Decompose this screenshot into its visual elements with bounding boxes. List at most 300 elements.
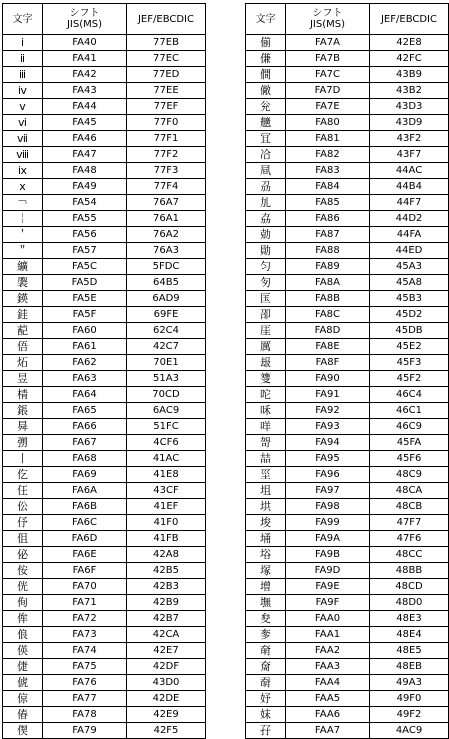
table-row: [3, 163, 206, 179]
char-cell: 勀: [246, 227, 286, 243]
sjis-code-cell: FA54: [43, 195, 127, 211]
table-row: [246, 115, 449, 131]
char-cell: ＇: [3, 227, 43, 243]
sjis-code-cell: FA89: [286, 259, 370, 275]
table-row: [246, 147, 449, 163]
table-row: [3, 99, 206, 115]
char-cell: 厓: [246, 323, 286, 339]
sjis-code-cell: FA5E: [43, 291, 127, 307]
char-cell: 俉: [3, 339, 43, 355]
jef-code-cell: 69FE: [127, 307, 206, 323]
table-row: [3, 643, 206, 659]
sjis-code-cell: FA94: [286, 435, 370, 451]
jef-code-cell: 42A8: [127, 547, 206, 563]
char-cell: 俿: [3, 675, 43, 691]
table-row: [246, 627, 449, 643]
jef-code-cell: 62C4: [127, 323, 206, 339]
jef-code-cell: 45F3: [370, 355, 449, 371]
table-row: [3, 355, 206, 371]
sjis-code-cell: FA44: [43, 99, 127, 115]
sjis-code-cell: FA95: [286, 451, 370, 467]
table-row: [246, 83, 449, 99]
char-cell: 侚: [3, 595, 43, 611]
table-row: [3, 451, 206, 467]
sjis-code-cell: FA48: [43, 163, 127, 179]
table-row: [3, 547, 206, 563]
char-cell: ⅱ: [3, 51, 43, 67]
jef-code-cell: 5FDC: [127, 259, 206, 275]
char-cell: 偆: [3, 707, 43, 723]
char-cell: 偂: [246, 35, 286, 51]
sjis-code-cell: FAA7: [286, 723, 370, 739]
sjis-code-cell: FA88: [286, 243, 370, 259]
char-cell: 妺: [246, 707, 286, 723]
table-row: [246, 371, 449, 387]
jef-code-cell: 42E9: [127, 707, 206, 723]
table-row: [246, 435, 449, 451]
char-cell: 劜: [246, 195, 286, 211]
table-row: [246, 211, 449, 227]
table-row: [3, 723, 206, 739]
char-cell: 侔: [3, 611, 43, 627]
char-cell: 仡: [3, 467, 43, 483]
char-cell: 垬: [246, 499, 286, 515]
jef-code-cell: 43F2: [370, 131, 449, 147]
char-cell: ⅲ: [3, 67, 43, 83]
jef-code-cell: 51FC: [127, 419, 206, 435]
jef-code-cell: 48D0: [370, 595, 449, 611]
char-cell: 僴: [246, 67, 286, 83]
char-cell: 哿: [246, 435, 286, 451]
char-cell: 咩: [246, 419, 286, 435]
jef-code-cell: 43B2: [370, 83, 449, 99]
jef-code-cell: 77EB: [127, 35, 206, 51]
char-cell: 昱: [3, 371, 43, 387]
table-row: [246, 579, 449, 595]
char-cell: 奣: [246, 675, 286, 691]
char-cell: 凬: [246, 163, 286, 179]
sjis-code-cell: FA6F: [43, 563, 127, 579]
table-row: [3, 227, 206, 243]
jef-code-cell: 77F0: [127, 115, 206, 131]
sjis-code-cell: FA7C: [286, 67, 370, 83]
sjis-code-cell: FA5C: [43, 259, 127, 275]
jef-code-cell: 47F6: [370, 531, 449, 547]
sjis-code-cell: FA9B: [286, 547, 370, 563]
table-row: [246, 51, 449, 67]
jef-code-cell: 51A3: [127, 371, 206, 387]
sjis-code-cell: FA66: [43, 419, 127, 435]
table-row: [3, 691, 206, 707]
table-row: [3, 115, 206, 131]
sjis-code-cell: FA6D: [43, 531, 127, 547]
sjis-code-cell: FA97: [286, 483, 370, 499]
char-cell: 埈: [246, 515, 286, 531]
sjis-code-cell: FA75: [43, 659, 127, 675]
table-row: [246, 163, 449, 179]
jef-code-cell: 42B3: [127, 579, 206, 595]
char-cell: 侊: [3, 579, 43, 595]
jef-code-cell: 4AC9: [370, 723, 449, 739]
jef-code-cell: 76A1: [127, 211, 206, 227]
sjis-code-cell: FA9D: [286, 563, 370, 579]
sjis-code-cell: FA99: [286, 515, 370, 531]
jef-code-cell: 48E5: [370, 643, 449, 659]
sjis-code-cell: FA43: [43, 83, 127, 99]
jef-code-cell: 64B5: [127, 275, 206, 291]
char-cell: 倢: [3, 659, 43, 675]
table-row: [246, 323, 449, 339]
table-row: [246, 659, 449, 675]
table-row: [246, 131, 449, 147]
char-cell: ＂: [3, 243, 43, 259]
table-row: [3, 291, 206, 307]
jef-code-cell: 77EC: [127, 51, 206, 67]
sjis-code-cell: FA67: [43, 435, 127, 451]
header-sjis-line1: シフト: [69, 8, 100, 19]
table-body-left: [3, 35, 206, 739]
table-row: [3, 659, 206, 675]
char-cell: ￢: [3, 195, 43, 211]
sjis-code-cell: FA6B: [43, 499, 127, 515]
jef-code-cell: 45D2: [370, 307, 449, 323]
char-cell: 伹: [3, 531, 43, 547]
table-row: [246, 691, 449, 707]
char-cell: ⅷ: [3, 147, 43, 163]
char-cell: 匇: [246, 275, 286, 291]
sjis-code-cell: FA92: [286, 403, 370, 419]
table-row: [246, 179, 449, 195]
sjis-code-cell: FA74: [43, 643, 127, 659]
table-row: [3, 243, 206, 259]
table-row: [3, 51, 206, 67]
table-row: [246, 99, 449, 115]
jef-code-cell: 48E4: [370, 627, 449, 643]
jef-code-cell: 76A7: [127, 195, 206, 211]
sjis-code-cell: FA49: [43, 179, 127, 195]
char-cell: 彅: [3, 435, 43, 451]
jef-code-cell: 48BB: [370, 563, 449, 579]
sjis-code-cell: FA9F: [286, 595, 370, 611]
jef-code-cell: 45DB: [370, 323, 449, 339]
sjis-code-cell: FA6A: [43, 483, 127, 499]
char-cell: ⅰ: [3, 35, 43, 51]
sjis-code-cell: FAA5: [286, 691, 370, 707]
jef-code-cell: 41E8: [127, 467, 206, 483]
char-cell: ⅵ: [3, 115, 43, 131]
table-row: [3, 259, 206, 275]
char-cell: ⅸ: [3, 163, 43, 179]
jef-code-cell: 48E3: [370, 611, 449, 627]
table-row: [246, 339, 449, 355]
jef-code-cell: 77F3: [127, 163, 206, 179]
char-cell: 孖: [246, 723, 286, 739]
char-cell: 奓: [246, 627, 286, 643]
sjis-code-cell: FA46: [43, 131, 127, 147]
char-cell: 炻: [3, 355, 43, 371]
sjis-code-cell: FA87: [286, 227, 370, 243]
table-row: [246, 227, 449, 243]
jef-code-cell: 44FA: [370, 227, 449, 243]
sjis-code-cell: FA79: [43, 723, 127, 739]
table-row: [246, 675, 449, 691]
sjis-code-cell: FA57: [43, 243, 127, 259]
char-cell: 埇: [246, 531, 286, 547]
jef-code-cell: 43CF: [127, 483, 206, 499]
jef-code-cell: 44ED: [370, 243, 449, 259]
sjis-code-cell: FA83: [286, 163, 370, 179]
sjis-code-cell: FA73: [43, 627, 127, 643]
sjis-code-cell: FA8D: [286, 323, 370, 339]
sjis-code-cell: FA98: [286, 499, 370, 515]
sjis-code-cell: FA42: [43, 67, 127, 83]
sjis-code-cell: FA8B: [286, 291, 370, 307]
char-cell: 塚: [246, 563, 286, 579]
jef-code-cell: 41FB: [127, 531, 206, 547]
char-cell: 傔: [246, 51, 286, 67]
table-row: [246, 451, 449, 467]
header-char: 文字: [246, 4, 286, 35]
jef-code-cell: 76A3: [127, 243, 206, 259]
sjis-code-cell: FA56: [43, 227, 127, 243]
char-cell: ⅹ: [3, 179, 43, 195]
sjis-code-cell: FA82: [286, 147, 370, 163]
table-row: [3, 595, 206, 611]
jef-code-cell: 44F7: [370, 195, 449, 211]
char-cell: 刕: [246, 179, 286, 195]
char-cell: 丨: [3, 451, 43, 467]
sjis-code-cell: FA64: [43, 387, 127, 403]
table-row: [3, 147, 206, 163]
table-row: [246, 403, 449, 419]
jef-code-cell: 48CD: [370, 579, 449, 595]
jef-code-cell: 48CB: [370, 499, 449, 515]
jef-code-cell: 42FC: [370, 51, 449, 67]
char-cell: 厲: [246, 339, 286, 355]
char-cell: 伀: [3, 499, 43, 515]
sjis-code-cell: FA93: [286, 419, 370, 435]
sjis-code-cell: FA8F: [286, 355, 370, 371]
sjis-code-cell: FAA4: [286, 675, 370, 691]
code-table-right: [245, 3, 449, 739]
table-row: [3, 675, 206, 691]
jef-code-cell: 4CF6: [127, 435, 206, 451]
table-row: [3, 179, 206, 195]
jef-code-cell: 43D3: [370, 99, 449, 115]
jef-code-cell: 48CC: [370, 547, 449, 563]
char-cell: 伃: [3, 515, 43, 531]
jef-code-cell: 6AC9: [127, 403, 206, 419]
char-cell: 匤: [246, 291, 286, 307]
char-cell: 鍈: [3, 291, 43, 307]
jef-code-cell: 6AD9: [127, 291, 206, 307]
sjis-code-cell: FA80: [286, 115, 370, 131]
sjis-code-cell: FA81: [286, 131, 370, 147]
jef-code-cell: 76A2: [127, 227, 206, 243]
sjis-code-cell: FA6E: [43, 547, 127, 563]
jef-code-cell: 42DE: [127, 691, 206, 707]
sjis-code-cell: FA7A: [286, 35, 370, 51]
header-sjis-line2: JIS(MS): [66, 19, 103, 30]
sjis-code-cell: FAA0: [286, 611, 370, 627]
char-cell: 纊: [3, 259, 43, 275]
char-cell: 偰: [3, 723, 43, 739]
jef-code-cell: 45B3: [370, 291, 449, 307]
sjis-code-cell: FA69: [43, 467, 127, 483]
jef-code-cell: 43D0: [127, 675, 206, 691]
table-row: [246, 563, 449, 579]
jef-code-cell: 49A3: [370, 675, 449, 691]
char-cell: 劦: [246, 211, 286, 227]
char-cell: 兤: [246, 115, 286, 131]
char-cell: 兊: [246, 99, 286, 115]
table-row: [246, 275, 449, 291]
char-cell: 卲: [246, 307, 286, 323]
table-row: [246, 291, 449, 307]
table-row: [3, 515, 206, 531]
char-cell: 增: [246, 579, 286, 595]
jef-code-cell: 44B4: [370, 179, 449, 195]
char-cell: ⅶ: [3, 131, 43, 147]
table-row: [246, 67, 449, 83]
sjis-code-cell: FA65: [43, 403, 127, 419]
table-row: [3, 611, 206, 627]
sjis-code-cell: FA84: [286, 179, 370, 195]
sjis-code-cell: FA40: [43, 35, 127, 51]
table-row: [246, 467, 449, 483]
char-cell: ⅴ: [3, 99, 43, 115]
char-cell: 匀: [246, 259, 286, 275]
jef-code-cell: 77EE: [127, 83, 206, 99]
table-row: [246, 35, 449, 51]
sjis-code-cell: FA90: [286, 371, 370, 387]
jef-code-cell: 42E7: [127, 643, 206, 659]
sjis-code-cell: FAA2: [286, 643, 370, 659]
jef-code-cell: 46C4: [370, 387, 449, 403]
header-row: [246, 4, 449, 35]
char-cell: 坙: [246, 467, 286, 483]
char-cell: 佖: [3, 547, 43, 563]
table-row: [246, 707, 449, 723]
header-sjis-line1: シフト: [312, 8, 343, 19]
table-row: [246, 483, 449, 499]
jef-code-cell: 48EB: [370, 659, 449, 675]
jef-code-cell: 42B5: [127, 563, 206, 579]
table-row: [3, 435, 206, 451]
sjis-code-cell: FA9E: [286, 579, 370, 595]
char-cell: 曻: [3, 419, 43, 435]
jef-code-cell: 45FA: [370, 435, 449, 451]
table-row: [3, 275, 206, 291]
sjis-code-cell: FA7E: [286, 99, 370, 115]
table-row: [246, 259, 449, 275]
sjis-code-cell: FA41: [43, 51, 127, 67]
table-row: [246, 499, 449, 515]
table-row: [3, 499, 206, 515]
sjis-code-cell: FA85: [286, 195, 370, 211]
table-row: [246, 515, 449, 531]
jef-code-cell: 48C9: [370, 467, 449, 483]
table-row: [246, 547, 449, 563]
jef-code-cell: 77F2: [127, 147, 206, 163]
table-row: [3, 627, 206, 643]
sjis-code-cell: FA45: [43, 115, 127, 131]
char-cell: 鋹: [3, 403, 43, 419]
header-jef: JEF/EBCDIC: [370, 4, 449, 35]
table-row: [246, 611, 449, 627]
table-row: [3, 483, 206, 499]
char-cell: 喆: [246, 451, 286, 467]
header-char: 文字: [3, 4, 43, 35]
table-row: [3, 131, 206, 147]
jef-code-cell: 77F4: [127, 179, 206, 195]
table-row: [246, 243, 449, 259]
jef-code-cell: 70E1: [127, 355, 206, 371]
char-cell: 﨎: [246, 371, 286, 387]
sjis-code-cell: FAA6: [286, 707, 370, 723]
jef-code-cell: 48CA: [370, 483, 449, 499]
jef-code-cell: 45A8: [370, 275, 449, 291]
header-row: [3, 4, 206, 35]
jef-code-cell: 42B7: [127, 611, 206, 627]
sjis-code-cell: FA86: [286, 211, 370, 227]
char-cell: 倞: [3, 691, 43, 707]
char-cell: 仼: [3, 483, 43, 499]
sjis-code-cell: FA55: [43, 211, 127, 227]
jef-code-cell: 42DF: [127, 659, 206, 675]
sjis-code-cell: FA9A: [286, 531, 370, 547]
jef-code-cell: 42F5: [127, 723, 206, 739]
jef-code-cell: 46C1: [370, 403, 449, 419]
table-row: [246, 419, 449, 435]
jef-code-cell: 42B9: [127, 595, 206, 611]
sjis-code-cell: FA5D: [43, 275, 127, 291]
char-cell: 冝: [246, 131, 286, 147]
char-cell: 銈: [3, 307, 43, 323]
table-row: [3, 531, 206, 547]
sjis-code-cell: FA8C: [286, 307, 370, 323]
jef-code-cell: 49F2: [370, 707, 449, 723]
char-cell: 褜: [3, 275, 43, 291]
table-row: [3, 83, 206, 99]
header-jef: JEF/EBCDIC: [127, 4, 206, 35]
table-row: [3, 707, 206, 723]
table-row: [246, 531, 449, 547]
table-row: [3, 403, 206, 419]
sjis-code-cell: FA71: [43, 595, 127, 611]
jef-code-cell: 45E2: [370, 339, 449, 355]
jef-code-cell: 42E8: [370, 35, 449, 51]
char-cell: 叝: [246, 355, 286, 371]
sjis-code-cell: FA68: [43, 451, 127, 467]
char-cell: 偀: [3, 643, 43, 659]
char-cell: 勛: [246, 243, 286, 259]
sjis-code-cell: FAA3: [286, 659, 370, 675]
table-row: [3, 211, 206, 227]
char-cell: 蓜: [3, 323, 43, 339]
jef-code-cell: 77ED: [127, 67, 206, 83]
char-cell: 棈: [3, 387, 43, 403]
table-row: [3, 339, 206, 355]
table-row: [3, 563, 206, 579]
char-cell: 夋: [246, 611, 286, 627]
table-row: [3, 371, 206, 387]
table-row: [3, 387, 206, 403]
jef-code-cell: 43D9: [370, 115, 449, 131]
sjis-code-cell: FA63: [43, 371, 127, 387]
sjis-code-cell: FA6C: [43, 515, 127, 531]
char-cell: ￤: [3, 211, 43, 227]
